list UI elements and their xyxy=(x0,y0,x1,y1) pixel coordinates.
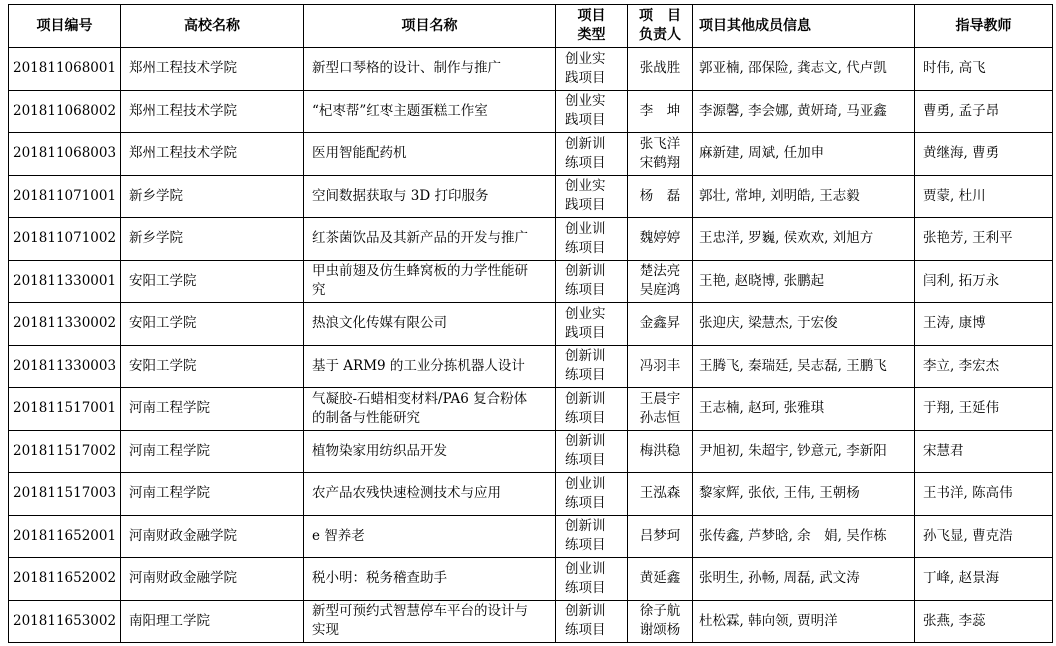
leader-cell xyxy=(628,558,693,601)
project-id-cell: 201811068002 xyxy=(9,90,121,133)
leader-cell xyxy=(628,90,693,133)
project-name-cell-line: 热浪文化传媒有限公司 xyxy=(312,315,447,332)
project-type-cell-line: 创业实 xyxy=(565,305,606,322)
members-cell: 郭亚楠, 邵保险, 龚志文, 代卢凯 xyxy=(693,48,915,91)
leader-cell-line: 楚法亮 xyxy=(639,263,681,280)
project-type-cell-line: 练项目 xyxy=(565,622,606,639)
project-table xyxy=(8,4,1053,643)
advisor-cell: 贾蒙, 杜川 xyxy=(915,175,1053,218)
project-name-cell-line: 新型口琴格的设计、制作与推广 xyxy=(312,60,501,77)
project-type-cell xyxy=(556,430,628,473)
project-type-cell-line: 创新训 xyxy=(565,135,606,152)
table-row xyxy=(9,558,1053,601)
leader-cell-line: 吕梦珂 xyxy=(639,527,681,544)
project-type-cell-line: 创业实 xyxy=(565,178,606,195)
advisor-cell: 黄继海, 曹勇 xyxy=(915,133,1053,176)
project-name-cell xyxy=(304,600,556,643)
project-type-cell-line: 练项目 xyxy=(565,239,606,256)
project-name-cell xyxy=(304,558,556,601)
advisor-cell: 张艳芳, 王利平 xyxy=(915,218,1053,261)
project-name-cell-line: 究 xyxy=(312,282,326,299)
project-type-cell-line: 创新训 xyxy=(565,390,606,407)
project-type-cell xyxy=(556,48,628,91)
advisor-cell: 闫利, 拓万永 xyxy=(915,260,1053,303)
leader-cell xyxy=(628,430,693,473)
leader-cell-line: 魏婷婷 xyxy=(639,230,681,247)
project-type-cell-line: 创业实 xyxy=(565,93,606,110)
members-cell: 杜松霖, 韩向领, 贾明洋 xyxy=(693,600,915,643)
project-type-cell-line: 创新训 xyxy=(565,433,606,450)
project-id-cell: 201811652002 xyxy=(9,558,121,601)
project-name-cell-line: e 智养老 xyxy=(312,527,365,544)
leader-cell-line: 李 坤 xyxy=(639,102,681,119)
leader-cell-line: 梅洪稳 xyxy=(639,442,681,459)
project-name-cell-line: 红茶菌饮品及其新产品的开发与推广 xyxy=(312,230,528,247)
project-name-cell xyxy=(304,303,556,346)
table-row xyxy=(9,133,1053,176)
school-cell: 郑州工程技术学院 xyxy=(121,90,304,133)
members-cell: 王腾飞, 秦瑞廷, 吴志磊, 王鹏飞 xyxy=(693,345,915,388)
project-type-cell xyxy=(556,303,628,346)
project-type-cell-line: 练项目 xyxy=(565,579,606,596)
project-name-cell-line: 新型可预约式智慧停车平台的设计与 xyxy=(312,603,528,620)
project-name-cell xyxy=(304,260,556,303)
header-type-line-1: 项目 xyxy=(577,8,606,24)
school-cell: 郑州工程技术学院 xyxy=(121,133,304,176)
project-name-cell xyxy=(304,90,556,133)
project-name-cell xyxy=(304,133,556,176)
leader-cell xyxy=(628,515,693,558)
project-type-cell xyxy=(556,90,628,133)
members-cell: 张明生, 孙畅, 周磊, 武文涛 xyxy=(693,558,915,601)
header-row xyxy=(9,5,1053,48)
project-id-cell: 201811517003 xyxy=(9,473,121,516)
school-cell: 新乡学院 xyxy=(121,218,304,261)
table-row xyxy=(9,48,1053,91)
project-type-cell-line: 践项目 xyxy=(565,112,606,129)
table-row xyxy=(9,260,1053,303)
table-row xyxy=(9,388,1053,431)
project-type-cell xyxy=(556,260,628,303)
school-cell: 河南工程学院 xyxy=(121,388,304,431)
leader-cell xyxy=(628,48,693,91)
leader-cell-line: 宋鹤翔 xyxy=(639,154,681,171)
leader-cell-line: 杨 磊 xyxy=(639,187,681,204)
project-name-cell xyxy=(304,430,556,473)
leader-cell-line: 张战胜 xyxy=(639,60,681,77)
members-cell: 尹旭初, 朱超宇, 钞意元, 李新阳 xyxy=(693,430,915,473)
school-cell: 河南工程学院 xyxy=(121,430,304,473)
members-cell: 张传鑫, 芦梦晗, 余 娟, 吴作栋 xyxy=(693,515,915,558)
header-project-id: 项目编号 xyxy=(9,5,121,48)
school-cell: 新乡学院 xyxy=(121,175,304,218)
header-leader-line-1: 项 目 xyxy=(639,8,681,24)
leader-cell xyxy=(628,473,693,516)
project-name-cell-line: 农产品农残快速检测技术与应用 xyxy=(312,485,501,502)
project-type-cell-line: 创新训 xyxy=(565,263,606,280)
school-cell: 安阳工学院 xyxy=(121,260,304,303)
advisor-cell: 时伟, 高飞 xyxy=(915,48,1053,91)
table-row xyxy=(9,218,1053,261)
leader-cell xyxy=(628,133,693,176)
project-name-cell xyxy=(304,515,556,558)
project-type-cell-line: 践项目 xyxy=(565,197,606,214)
project-type-cell xyxy=(556,175,628,218)
leader-cell-line: 张飞洋 xyxy=(639,135,681,152)
project-type-cell xyxy=(556,515,628,558)
advisor-cell: 王书洋, 陈高伟 xyxy=(915,473,1053,516)
project-id-cell: 201811517002 xyxy=(9,430,121,473)
advisor-cell: 王涛, 康博 xyxy=(915,303,1053,346)
project-name-cell-line: 的制备与性能研究 xyxy=(312,409,420,426)
project-type-cell xyxy=(556,133,628,176)
table-row xyxy=(9,345,1053,388)
header-leader-line-2: 负责人 xyxy=(639,27,681,43)
table-row xyxy=(9,473,1053,516)
table-row xyxy=(9,175,1053,218)
members-cell: 张迎庆, 梁慧杰, 于宏俊 xyxy=(693,303,915,346)
school-cell: 安阳工学院 xyxy=(121,345,304,388)
header-project-type xyxy=(556,5,628,48)
header-leader xyxy=(628,5,693,48)
header-advisor: 指导教师 xyxy=(915,5,1053,48)
leader-cell xyxy=(628,600,693,643)
project-name-cell-line: 基于 ARM9 的工业分拣机器人设计 xyxy=(312,357,525,374)
project-name-cell-line: 空间数据获取与 3D 打印服务 xyxy=(312,187,489,204)
table-row xyxy=(9,600,1053,643)
project-name-cell-line: 气凝胶-石蜡相变材料/PA6 复合粉体 xyxy=(312,390,528,407)
table-row xyxy=(9,430,1053,473)
leader-cell-line: 孙志恒 xyxy=(639,409,681,426)
advisor-cell: 张燕, 李蕊 xyxy=(915,600,1053,643)
project-type-cell-line: 践项目 xyxy=(565,324,606,341)
leader-cell xyxy=(628,260,693,303)
project-type-cell-line: 练项目 xyxy=(565,154,606,171)
table-row xyxy=(9,303,1053,346)
advisor-cell: 孙飞显, 曹克浩 xyxy=(915,515,1053,558)
leader-cell-line: 王泓森 xyxy=(639,485,681,502)
project-type-cell-line: 践项目 xyxy=(565,69,606,86)
members-cell: 王志楠, 赵珂, 张雅琪 xyxy=(693,388,915,431)
advisor-cell: 曹勇, 孟子昂 xyxy=(915,90,1053,133)
project-id-cell: 201811068003 xyxy=(9,133,121,176)
leader-cell xyxy=(628,218,693,261)
header-school: 高校名称 xyxy=(121,5,304,48)
project-id-cell: 201811652001 xyxy=(9,515,121,558)
project-name-cell-line: 实现 xyxy=(312,622,339,639)
school-cell: 河南财政金融学院 xyxy=(121,558,304,601)
members-cell: 李源馨, 李会娜, 黄妍琦, 马亚鑫 xyxy=(693,90,915,133)
project-name-cell-line: 税小明：税务稽查助手 xyxy=(312,570,447,587)
project-name-cell-line: “杞枣帮”红枣主题蛋糕工作室 xyxy=(312,102,488,119)
header-type-line-2: 类型 xyxy=(577,27,606,43)
project-type-cell-line: 创新训 xyxy=(565,518,606,535)
project-name-cell xyxy=(304,175,556,218)
project-name-cell xyxy=(304,473,556,516)
leader-cell-line: 谢颂杨 xyxy=(639,622,681,639)
project-type-cell-line: 练项目 xyxy=(565,282,606,299)
project-id-cell: 201811653002 xyxy=(9,600,121,643)
project-id-cell: 201811330003 xyxy=(9,345,121,388)
table-row xyxy=(9,515,1053,558)
members-cell: 郭壮, 常坤, 刘明皓, 王志毅 xyxy=(693,175,915,218)
table-body xyxy=(9,48,1053,643)
project-name-cell-line: 医用智能配药机 xyxy=(312,145,407,162)
members-cell: 王忠洋, 罗巍, 侯欢欢, 刘旭方 xyxy=(693,218,915,261)
leader-cell xyxy=(628,175,693,218)
project-type-cell xyxy=(556,388,628,431)
header-members: 项目其他成员信息 xyxy=(693,5,915,48)
project-type-cell xyxy=(556,600,628,643)
leader-cell-line: 金鑫昇 xyxy=(639,315,681,332)
leader-cell-line: 徐子航 xyxy=(639,603,681,620)
project-type-cell-line: 创业训 xyxy=(565,220,606,237)
project-type-cell-line: 创业实 xyxy=(565,50,606,67)
leader-cell-line: 黄延鑫 xyxy=(639,570,681,587)
project-type-cell-line: 练项目 xyxy=(565,409,606,426)
leader-cell-line: 王晨宇 xyxy=(639,390,681,407)
school-cell: 南阳理工学院 xyxy=(121,600,304,643)
project-type-cell-line: 创业训 xyxy=(565,560,606,577)
project-type-cell xyxy=(556,558,628,601)
school-cell: 安阳工学院 xyxy=(121,303,304,346)
project-type-cell-line: 练项目 xyxy=(565,537,606,554)
project-type-cell xyxy=(556,345,628,388)
header-project-name: 项目名称 xyxy=(304,5,556,48)
project-id-cell: 201811330001 xyxy=(9,260,121,303)
project-type-cell-line: 创业训 xyxy=(565,475,606,492)
project-type-cell-line: 练项目 xyxy=(565,367,606,384)
advisor-cell: 宋慧君 xyxy=(915,430,1053,473)
leader-cell xyxy=(628,303,693,346)
project-name-cell xyxy=(304,388,556,431)
school-cell: 河南工程学院 xyxy=(121,473,304,516)
project-type-cell-line: 练项目 xyxy=(565,452,606,469)
table-row xyxy=(9,90,1053,133)
project-id-cell: 201811330002 xyxy=(9,303,121,346)
project-type-cell-line: 创新训 xyxy=(565,348,606,365)
members-cell: 麻新建, 周斌, 任加申 xyxy=(693,133,915,176)
school-cell: 河南财政金融学院 xyxy=(121,515,304,558)
project-name-cell xyxy=(304,218,556,261)
project-type-cell-line: 练项目 xyxy=(565,494,606,511)
project-id-cell: 201811071002 xyxy=(9,218,121,261)
project-type-cell-line: 创新训 xyxy=(565,603,606,620)
project-name-cell-line: 植物染家用纺织品开发 xyxy=(312,442,447,459)
advisor-cell: 丁峰, 赵景海 xyxy=(915,558,1053,601)
school-cell: 郑州工程技术学院 xyxy=(121,48,304,91)
project-type-cell xyxy=(556,218,628,261)
leader-cell xyxy=(628,345,693,388)
project-name-cell xyxy=(304,48,556,91)
members-cell: 王艳, 赵晓博, 张鹏起 xyxy=(693,260,915,303)
project-id-cell: 201811517001 xyxy=(9,388,121,431)
advisor-cell: 李立, 李宏杰 xyxy=(915,345,1053,388)
leader-cell xyxy=(628,388,693,431)
project-id-cell: 201811071001 xyxy=(9,175,121,218)
members-cell: 黎家辉, 张依, 王伟, 王朝杨 xyxy=(693,473,915,516)
project-type-cell xyxy=(556,473,628,516)
advisor-cell: 于翔, 王延伟 xyxy=(915,388,1053,431)
leader-cell-line: 冯羽丰 xyxy=(639,357,681,374)
project-name-cell-line: 甲虫前翅及仿生蜂窝板的力学性能研 xyxy=(312,263,528,280)
project-name-cell xyxy=(304,345,556,388)
project-id-cell: 201811068001 xyxy=(9,48,121,91)
leader-cell-line: 吴庭鸿 xyxy=(639,282,681,299)
